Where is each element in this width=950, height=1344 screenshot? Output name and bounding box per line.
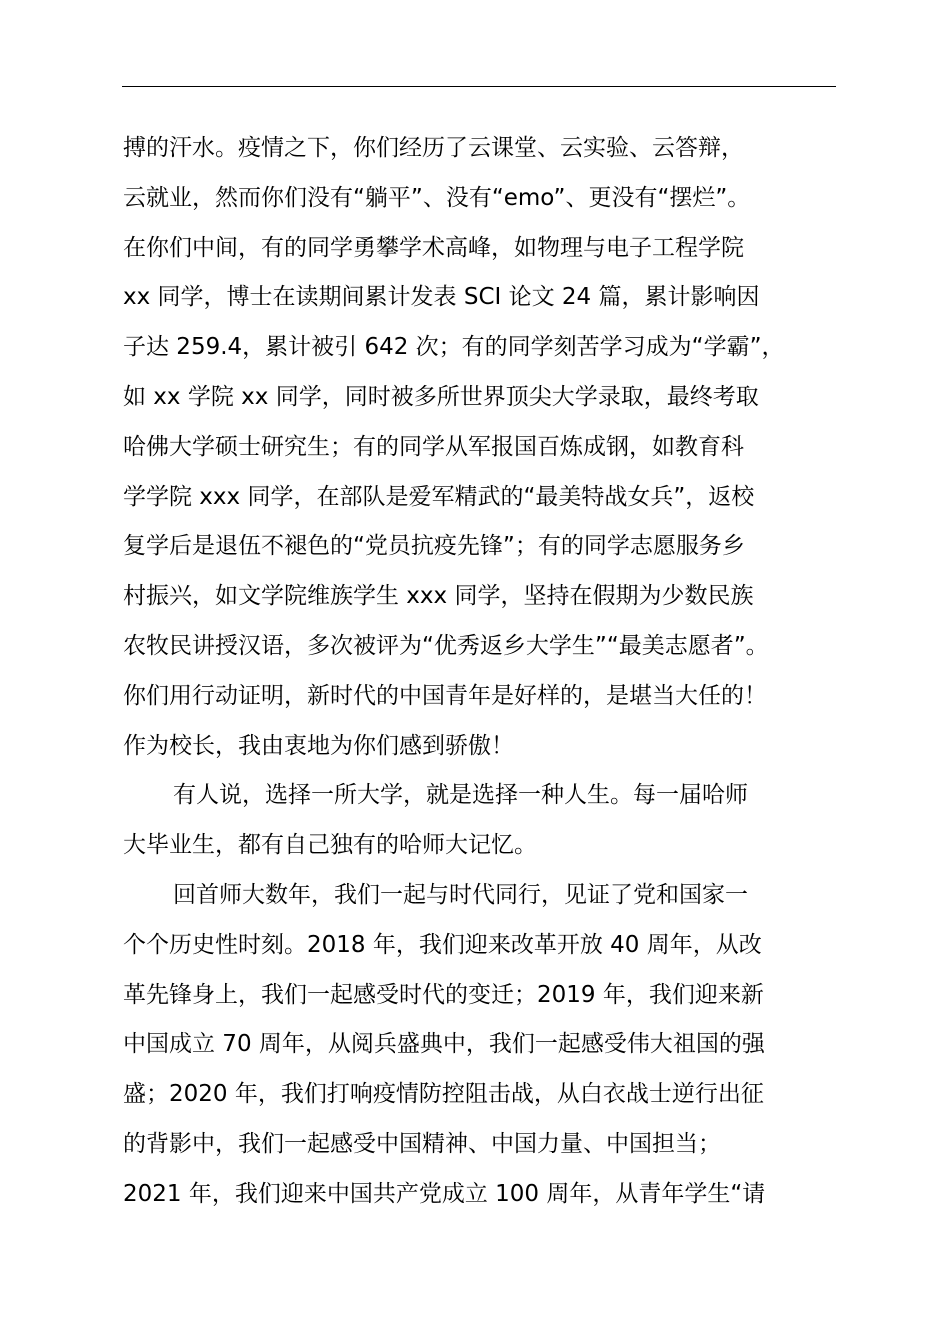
text-line: 搏的汗水。疫情之下，你们经历了云课堂、云实验、云答辩， (123, 135, 744, 161)
text-line: 复学后是退伍不褪色的“党员抗疫先锋”；有的同学志愿服务乡 (123, 533, 745, 560)
text-line: 革先锋身上，我们一起感受时代的变迁；2019 年，我们迎来新 (123, 981, 764, 1008)
body-text (123, 124, 863, 1220)
text-line: 如 xx 学院 xx 同学，同时被多所世界顶尖大学录取，最终考取 (123, 383, 759, 410)
text-line: 的背影中，我们一起感受中国精神、中国力量、中国担当； (123, 1130, 721, 1157)
paragraph-first-line: 回首师大数年，我们一起与时代同行，见证了党和国家一 (173, 881, 748, 908)
text-line: xx 同学，博士在读期间累计发表 SCI 论文 24 篇，累计影响因 (123, 284, 760, 311)
text-line: 中国成立 70 周年，从阅兵盛典中，我们一起感受伟大祖国的强 (123, 1031, 765, 1058)
text-line: 大毕业生，都有自己独有的哈师大记忆。 (123, 832, 537, 859)
text-line: 子达 259.4，累计被引 642 次；有的同学刻苦学习成为“学霸”， (123, 334, 785, 361)
text-line: 作为校长，我由衷地为你们感到骄傲！ (123, 732, 514, 759)
text-line: 2021 年，我们迎来中国共产党成立 100 周年，从青年学生“请 (123, 1180, 766, 1207)
text-line: 云就业，然而你们没有“躺平”、没有“emo”、更没有“摆烂”。 (123, 184, 751, 211)
text-line: 学学院 xxx 同学，在部队是爱军精武的“最美特战女兵”，返校 (123, 483, 755, 510)
text-line: 哈佛大学硕士研究生；有的同学从军报国百炼成钢，如教育科 (123, 433, 744, 460)
text-line: 个个历史性时刻。2018 年，我们迎来改革开放 40 周年，从改 (123, 931, 762, 958)
header-rule (122, 86, 836, 87)
text-line: 你们用行动证明，新时代的中国青年是好样的，是堪当大任的！ (123, 682, 767, 709)
text-line: 盛；2020 年，我们打响疫情防控阻击战，从白衣战士逆行出征 (123, 1081, 764, 1108)
text-line: 村振兴，如文学院维族学生 xxx 同学，坚持在假期为少数民族 (123, 583, 754, 610)
text-line: 在你们中间，有的同学勇攀学术高峰，如物理与电子工程学院 (123, 234, 744, 261)
text-line: 农牧民讲授汉语，多次被评为“优秀返乡大学生”“最美志愿者”。 (123, 632, 769, 659)
paragraph-first-line: 有人说，选择一所大学，就是选择一种人生。每一届哈师 (173, 782, 748, 809)
